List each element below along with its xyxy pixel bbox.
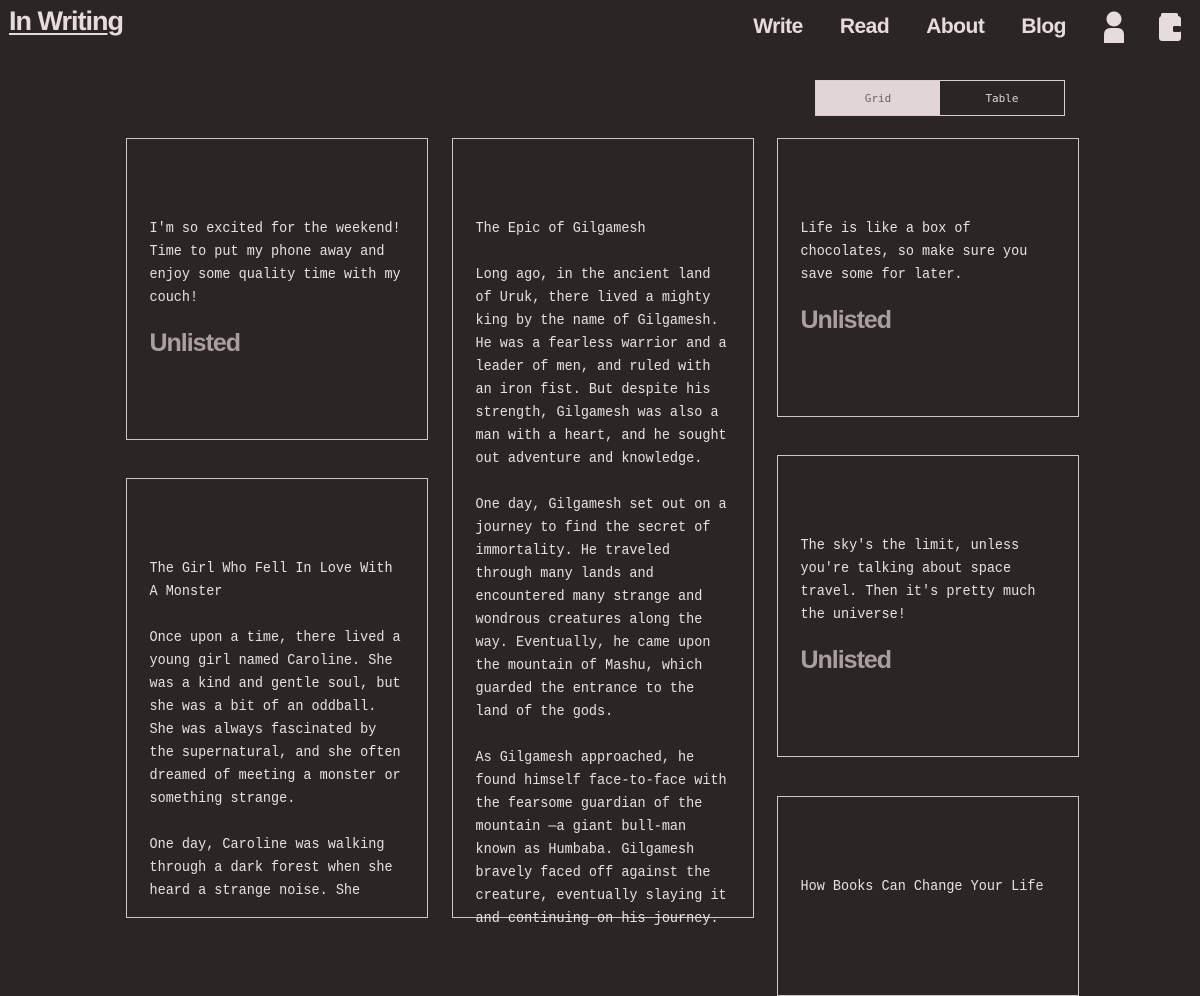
post-card[interactable] (777, 138, 1079, 417)
view-toggle (815, 80, 1065, 116)
main-nav (716, 0, 1200, 54)
nav-write[interactable]: Write (753, 15, 803, 38)
post-paragraph: Long ago, in the ancient land of Uruk, there lived a mighty king by the name of Gilgamesh. He was a fearless warrior and a leader of men, and ruled with an iron fist. But despite his strength, Gilgamesh was also a man with a heart, and he sought out adventure and knowledge. (475, 266, 727, 467)
post-text: Life is like a box of chocolates, so make sure you save some for later. (800, 220, 1028, 283)
post-paragraph: One day, Caroline was walking through a dark forest when she heard a strange noise. She (149, 836, 393, 899)
table-view-button[interactable]: Table (940, 81, 1064, 115)
post-card[interactable] (777, 455, 1079, 757)
grid-view-button[interactable]: Grid (816, 81, 940, 115)
post-title: How Books Can Change Your Life (800, 878, 1044, 895)
post-paragraph: Once upon a time, there lived a young girl named Caroline. She was a kind and gentle soul, but she was a bit of an oddball. She was always fascinated by the supernatural, and she often dreamed of meeting a monster or something strange. (149, 629, 401, 807)
post-title: The Epic of Gilgamesh (475, 220, 646, 237)
wallet-icon[interactable] (1158, 10, 1182, 44)
unlisted-badge: Unlisted (149, 329, 241, 357)
post-card[interactable] (452, 138, 754, 927)
post-paragraph: One day, Gilgamesh set out on a journey to find the secret of immortality. He traveled through many lands and encountered many strange and wondrous creatures along the way. Eventually, he came upon the mountain of Mashu, which guarded the entrance to the land of the gods. (475, 496, 727, 720)
nav-about[interactable]: About (926, 15, 985, 38)
post-title: The Girl Who Fell In Love With A Monster (149, 560, 393, 600)
unlisted-badge: Unlisted (800, 306, 892, 334)
post-card[interactable] (126, 478, 428, 918)
site-logo[interactable]: In Writing (9, 6, 123, 36)
post-text: The sky's the limit, unless you're talking about space travel. Then it's pretty much the universe! (800, 537, 1036, 623)
nav-blog[interactable]: Blog (1021, 15, 1066, 38)
post-paragraph: As Gilgamesh approached, he found himself face-to-face with the fearsome guardian of the mountain —a giant bull-man known as Humbaba. Gilgamesh bravely faced off against the creature, eventually slaying it and continuing on his journey. (475, 749, 727, 927)
user-icon[interactable] (1102, 10, 1126, 44)
post-text: I'm so excited for the weekend! Time to put my phone away and enjoy some quality time with my couch! (149, 220, 401, 306)
nav-read[interactable]: Read (839, 15, 890, 38)
post-card[interactable] (777, 796, 1079, 996)
unlisted-badge: Unlisted (800, 646, 892, 674)
post-card[interactable] (126, 138, 428, 440)
